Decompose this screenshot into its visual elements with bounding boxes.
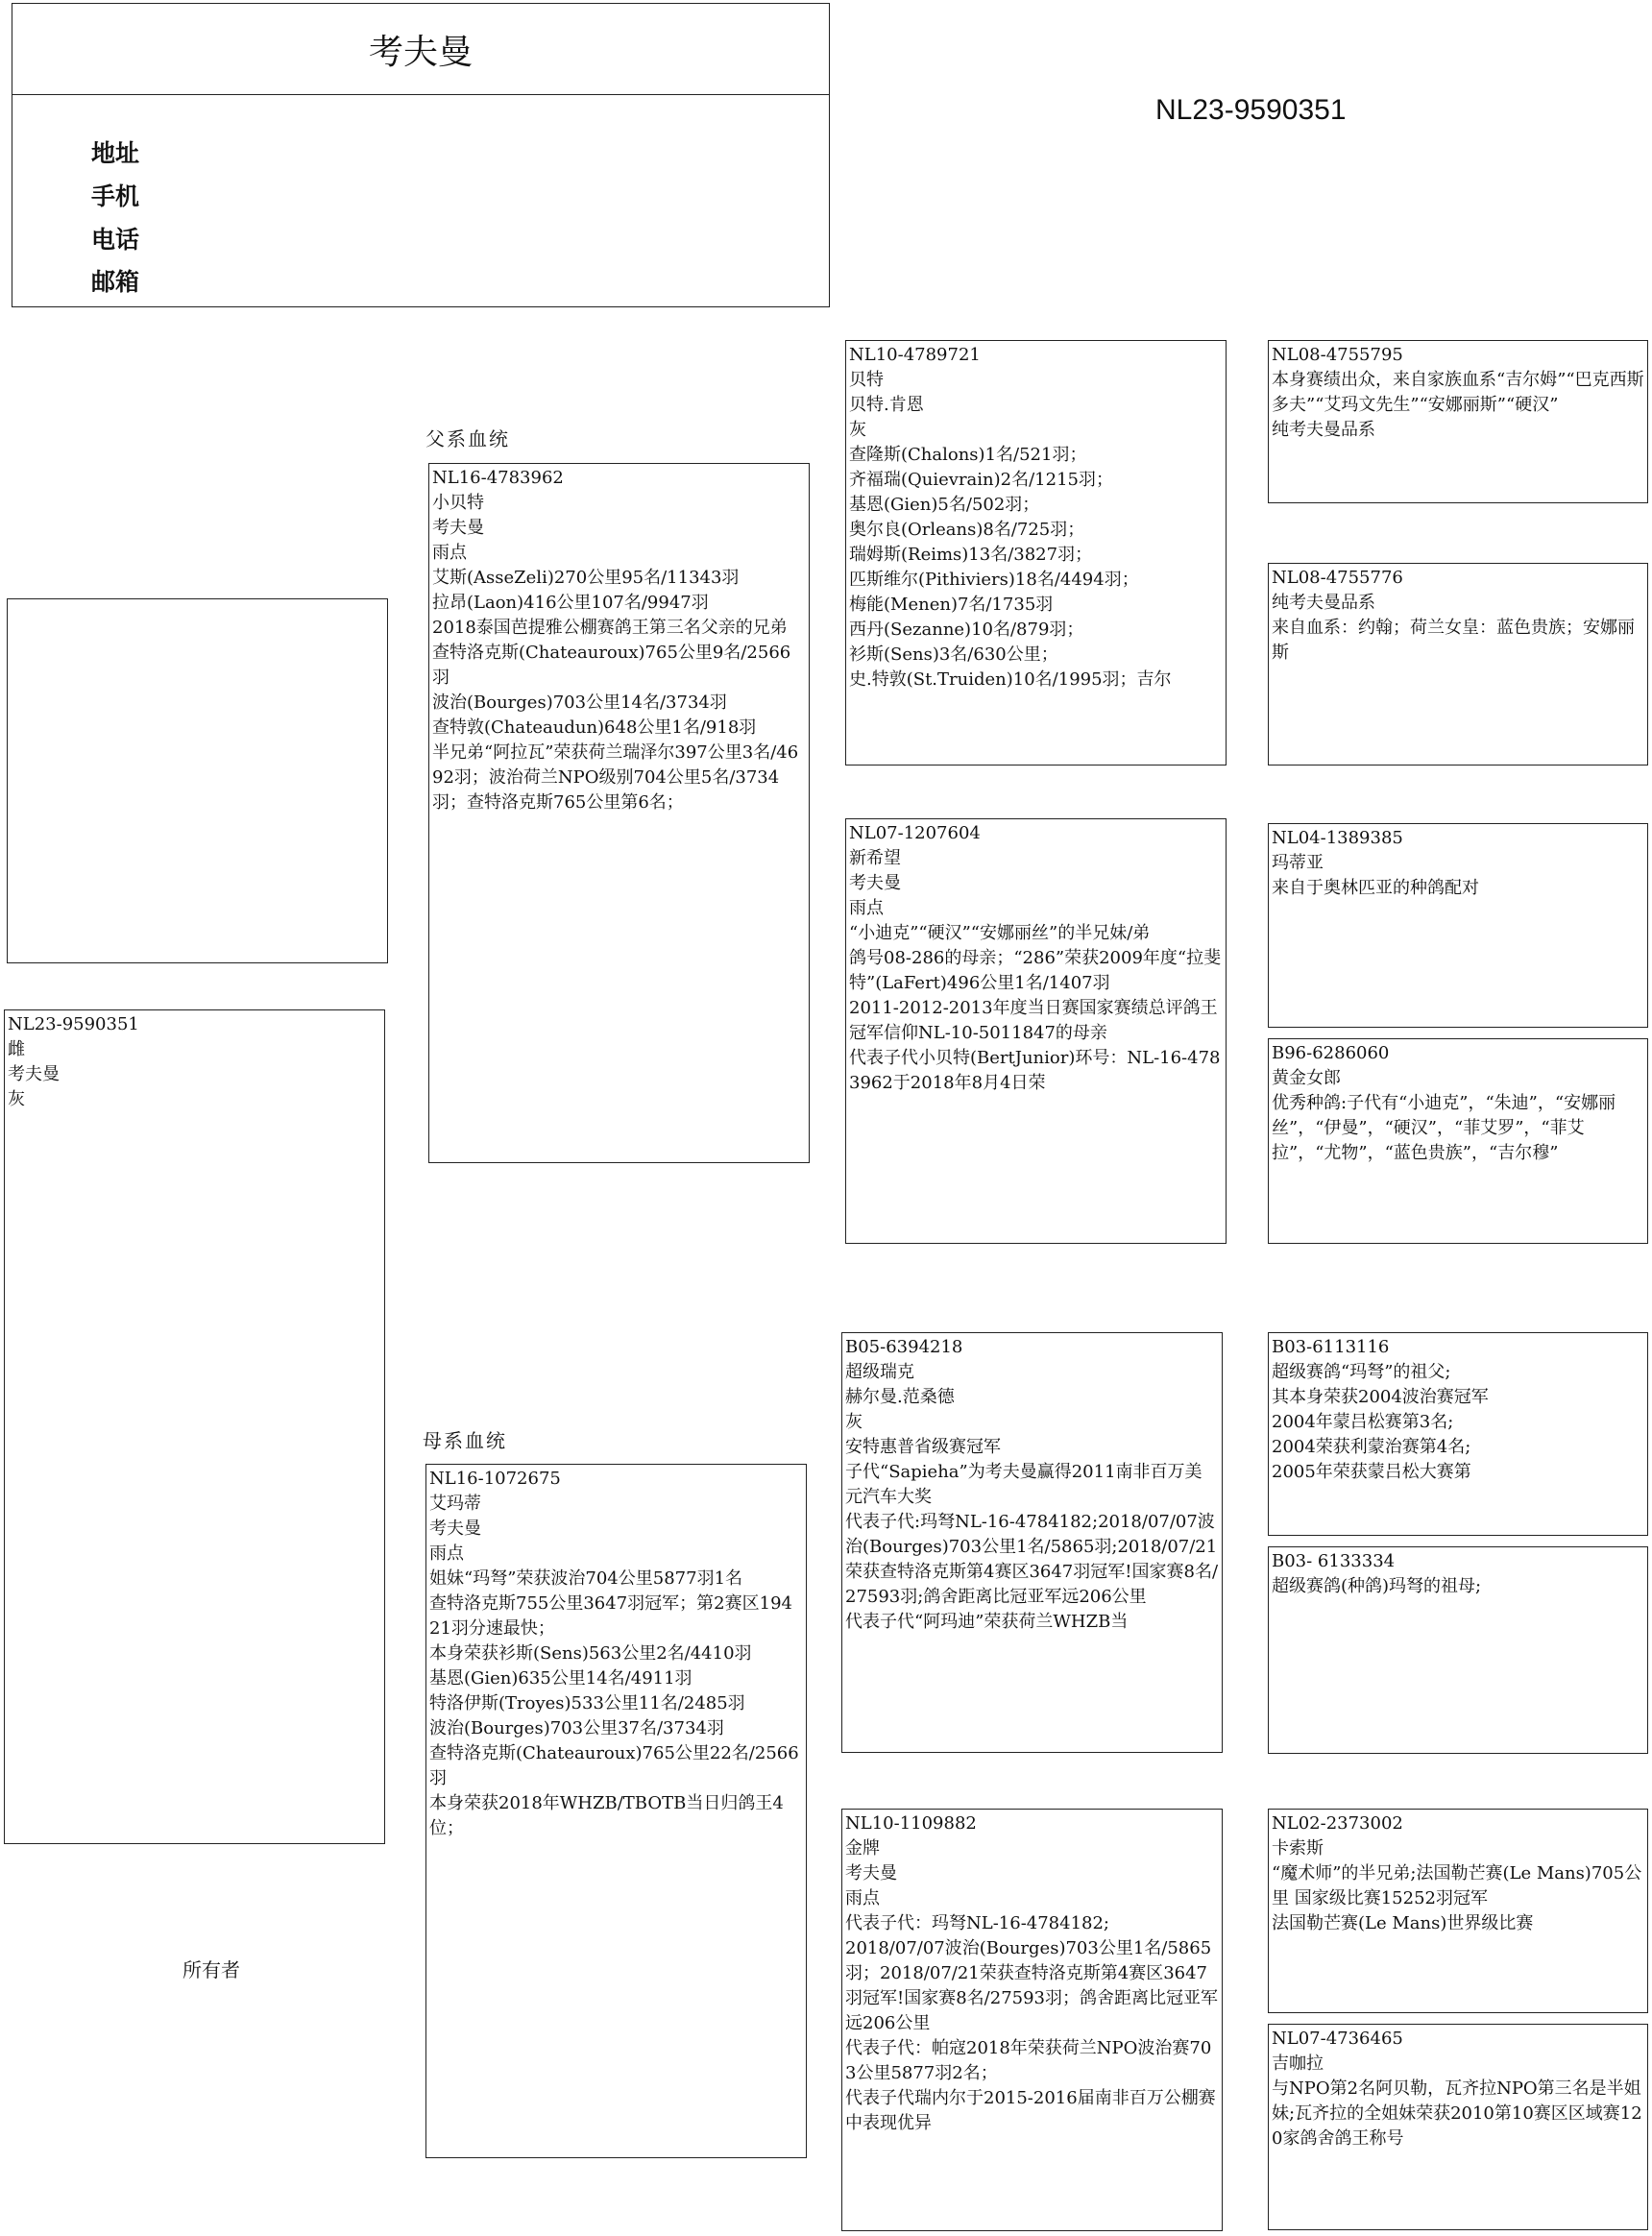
gg-7-card (1268, 1809, 1648, 2013)
pedigree-line: 超级赛鸽“玛弩”的祖父; (1272, 1362, 1451, 1382)
subject-ring: NL23-9590351 (8, 1014, 139, 1034)
pedigree-line: “魔术师”的半兄弟;法国勒芒赛(Le Mans)705公里 国家级比赛15252羽冠军 (1272, 1863, 1642, 1908)
pedigree-line: NL08-4755795 (1272, 345, 1403, 365)
pedigree-line: NL04-1389385 (1272, 828, 1403, 848)
pedigree-line: 2004年蒙吕松赛第3名; (1272, 1412, 1454, 1432)
pedigree-line: 优秀种鸽:子代有“小迪克”，“朱迪”，“安娜丽丝”，“伊曼”，“硬汉”，“菲艾罗”，“菲艾拉”，“尤物”，“蓝色贵族”，“吉尔穆” (1272, 1093, 1616, 1163)
pedigree-line: 来自血系：约翰；荷兰女皇：蓝色贵族；安娜丽斯 (1272, 618, 1635, 663)
pedigree-line: 匹斯维尔(Pithiviers)18名/4494羽； (849, 570, 1139, 590)
pedigree-line: 金牌 (845, 1838, 880, 1859)
pedigree-line: 代表子代：玛弩NL-16-4784182; (845, 1913, 1110, 1933)
pedigree-line: 代表子代：帕寇2018年荣获荷兰NPO波治赛703公里5877羽2名； (845, 2038, 1212, 2083)
gg-8-card (1268, 2024, 1648, 2230)
pedigree-line: NL08-4755776 (1272, 568, 1403, 588)
pedigree-line: 考夫曼 (429, 1519, 481, 1539)
pedigree-line: 查特洛克斯755公里3647羽冠军；第2赛区19421羽分速最快； (429, 1593, 792, 1639)
address-label: 地址 (91, 139, 140, 167)
gg-3-card (1268, 823, 1648, 1028)
pedigree-line: 玛蒂亚 (1272, 853, 1324, 873)
pedigree-line: 梅能(Menen)7名/1735羽 (849, 595, 1054, 615)
pedigree-line: 新希望 (849, 848, 901, 868)
pedigree-line: 纯考夫曼品系 (1272, 420, 1375, 440)
pedigree-line: 子代“Sapieha”为考夫曼赢得2011南非百万美元汽车大奖 (845, 1462, 1203, 1507)
pedigree-line: 齐福瑞(Quievrain)2名/1215羽； (849, 470, 1113, 490)
pedigree-line: 其本身荣获2004波治赛冠军 (1272, 1387, 1489, 1407)
photo-frame (7, 598, 388, 963)
dam-card (425, 1464, 807, 2158)
pedigree-line: 半兄弟“阿拉瓦”荣获荷兰瑞泽尔397公里3名/4692羽；波治荷兰NPO级别704公里5名/3734羽；查特洛克斯765公里第6名； (432, 742, 799, 813)
pedigree-line: 瑞姆斯(Reims)13名/3827羽； (849, 545, 1093, 565)
pedigree-line: 2004荣获利蒙治赛第4名; (1272, 1437, 1471, 1457)
pedigree-line: 代表子代:玛弩NL-16-4784182;2018/07/07波治(Bourges)703公里1名/5865羽;2018/07/21荣获查特洛克斯第4赛区3647羽冠军!国家赛8名/27593羽;鸽舍距离比冠亚军远206公里 (845, 1512, 1219, 1607)
pedigree-line: 基恩(Gien)5名/502羽； (849, 495, 1040, 515)
pedigree-line: 考夫曼 (849, 873, 901, 893)
pedigree-line: 雨点 (432, 543, 467, 563)
pedigree-line: NL10-1109882 (845, 1813, 977, 1834)
pedigree-line: 查特敦(Chateaudun)648公里1名/918羽 (432, 717, 757, 738)
pedigree-line: 来自于奥林匹亚的种鸽配对 (1272, 878, 1479, 898)
gg-1-card (1268, 340, 1648, 503)
pedigree-line: 黄金女郎 (1272, 1068, 1341, 1088)
pedigree-line: 艾斯(AsseZeli)270公里95名/11343羽 (432, 568, 740, 588)
pedigree-line: “小迪克”“硬汉”“安娜丽丝”的半兄妹/弟 (849, 923, 1151, 943)
pedigree-line: NL10-4789721 (849, 345, 981, 365)
mobile-label: 手机 (91, 182, 140, 210)
pedigree-line: 查隆斯(Chalons)1名/521羽； (849, 445, 1087, 465)
pedigree-line: 衫斯(Sens)3名/630公里； (849, 644, 1058, 665)
pedigree-line: 超级瑞克 (845, 1362, 914, 1382)
pedigree-line: 雨点 (429, 1543, 464, 1564)
pedigree-line: 特洛伊斯(Troyes)533公里11名/2485羽 (429, 1693, 745, 1713)
phone-label: 电话 (91, 226, 140, 254)
gg-6-card (1268, 1546, 1648, 1754)
pedigree-line: 代表子代瑞内尔于2015-2016届南非百万公棚赛中表现优异 (845, 2088, 1216, 2133)
pedigree-line: 查特洛克斯(Chateauroux)765公里22名/2566羽 (429, 1743, 799, 1788)
pedigree-line: 2018泰国芭提雅公棚赛鸽王第三名父亲的兄弟 (432, 618, 788, 638)
pedigree-line: 超级赛鸽(种鸽)玛弩的祖母; (1272, 1576, 1482, 1596)
pedigree-line: 查特洛克斯(Chateauroux)765公里9名/2566羽 (432, 643, 791, 688)
pedigree-line: 基恩(Gien)635公里14名/4911羽 (429, 1668, 692, 1689)
pedigree-line: 灰 (845, 1412, 862, 1432)
sire-card (428, 463, 810, 1163)
pedigree-line: 赫尔曼.范桑德 (845, 1387, 955, 1407)
pedigree-line: 卡索斯 (1272, 1838, 1324, 1859)
pedigree-line: 本身荣获2018年WHZB/TBOTB当日归鸽王4位； (429, 1793, 784, 1838)
header-box (12, 3, 830, 307)
gg-2-card (1268, 563, 1648, 766)
page-title: 考夫曼 (12, 4, 829, 95)
grandsire-paternal-card (845, 340, 1227, 766)
pedigree-line: NL16-4783962 (432, 468, 564, 488)
pedigree-line: 波治(Bourges)703公里37名/3734羽 (429, 1718, 724, 1738)
pedigree-line: B05-6394218 (845, 1337, 963, 1357)
owner-label: 所有者 (182, 1958, 240, 1981)
pedigree-line: 本身赛绩出众，来自家族血系“吉尔姆”“巴克西斯多夫”“艾玛文先生”“安娜丽斯”“硬汉” (1272, 370, 1644, 415)
pedigree-line: 小贝特 (432, 493, 484, 513)
pedigree-line: 2011-2012-2013年度当日赛国家赛绩总评鸽王冠军信仰NL-10-5011847的母亲 (849, 998, 1218, 1043)
pedigree-line: 2005年荣获蒙吕松大赛第 (1272, 1462, 1471, 1482)
pedigree-line: 史.特敦(St.Truiden)10名/1995羽；吉尔 (849, 669, 1172, 690)
ring-number: NL23-9590351 (1155, 94, 1347, 126)
pedigree-line: 本身荣获衫斯(Sens)563公里2名/4410羽 (429, 1643, 752, 1664)
pedigree-line: 考夫曼 (845, 1863, 897, 1884)
pedigree-line: 与NPO第2名阿贝勒，瓦齐拉NPO第三名是半姐妹;瓦齐拉的全姐妹荣获2010第10赛区区域赛120家鸽舍鸽王称号 (1272, 2078, 1642, 2149)
pedigree-line: 雨点 (849, 898, 884, 918)
pedigree-line: NL07-4736465 (1272, 2029, 1403, 2049)
pedigree-line: B03- 6133334 (1272, 1551, 1396, 1571)
pedigree-line: 奥尔良(Orleans)8名/725羽； (849, 520, 1085, 540)
pedigree-line: 法国勒芒赛(Le Mans)世界级比赛 (1272, 1913, 1534, 1933)
granddam-paternal-card (845, 818, 1227, 1244)
pedigree-line: 纯考夫曼品系 (1272, 593, 1375, 613)
email-label: 邮箱 (91, 268, 140, 296)
gg-5-card (1268, 1332, 1648, 1536)
pedigree-line: 艾玛蒂 (429, 1494, 481, 1514)
pedigree-line: NL02-2373002 (1272, 1813, 1403, 1834)
pedigree-line: 吉咖拉 (1272, 2054, 1324, 2074)
pedigree-line: B03-6113116 (1272, 1337, 1390, 1357)
pedigree-line: 代表子代“阿玛迪”荣获荷兰WHZB当 (845, 1612, 1129, 1632)
subject-sex: 雌 (8, 1039, 25, 1059)
sire-line-label: 父系血统 (425, 427, 510, 450)
pedigree-line: 贝特 (849, 370, 884, 390)
pedigree-line: 2018/07/07波治(Bourges)703公里1名/5865羽；2018/07/21荣获查特洛克斯第4赛区3647羽冠军!国家赛8名/27593羽；鸽舍距离比冠亚军远206公里 (845, 1938, 1219, 2033)
pedigree-line: 鸽号08-286的母亲；“286”荣获2009年度“拉斐特”(LaFert)496公里1名/1407羽 (849, 948, 1222, 993)
pedigree-line: 安特惠普省级赛冠军 (845, 1437, 1001, 1457)
granddam-maternal-card (841, 1809, 1223, 2231)
pedigree-line: 贝特.肯恩 (849, 395, 924, 415)
pedigree-line: 姐妹“玛弩”荣获波治704公里5877羽1名 (429, 1568, 743, 1589)
grandsire-maternal-card (841, 1332, 1223, 1753)
subject-breeder: 考夫曼 (8, 1064, 60, 1084)
subject-card (4, 1009, 385, 1844)
pedigree-line: NL07-1207604 (849, 823, 981, 843)
pedigree-line: NL16-1072675 (429, 1469, 561, 1489)
pedigree-line: B96-6286060 (1272, 1043, 1390, 1063)
pedigree-line: 雨点 (845, 1888, 880, 1908)
subject-color: 灰 (8, 1089, 25, 1109)
pedigree-line: 代表子代小贝特(BertJunior)环号：NL-16-4783962于2018年8月4日荣 (849, 1048, 1221, 1093)
pedigree-line: 西丹(Sezanne)10名/879羽； (849, 620, 1084, 640)
dam-line-label: 母系血统 (423, 1429, 507, 1452)
gg-4-card (1268, 1038, 1648, 1244)
pedigree-line: 波治(Bourges)703公里14名/3734羽 (432, 693, 727, 713)
pedigree-line: 灰 (849, 420, 866, 440)
pedigree-line: 考夫曼 (432, 518, 484, 538)
pedigree-line: 拉昂(Laon)416公里107名/9947羽 (432, 593, 709, 613)
